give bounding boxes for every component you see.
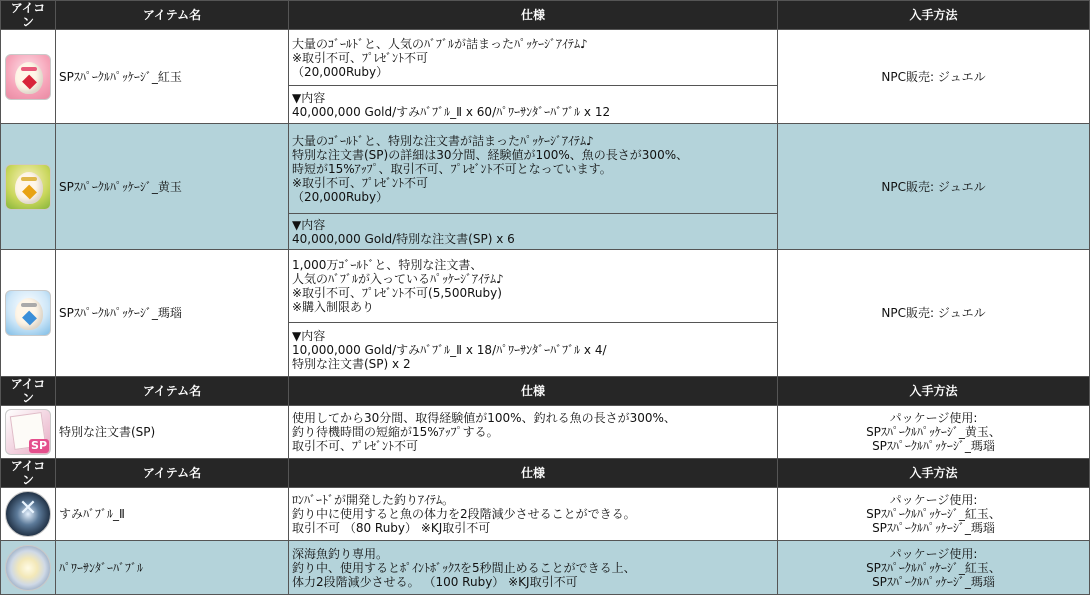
table-row [1,541,1090,595]
header-spec: 仕様 [289,459,778,488]
yellow-gift-bag-icon [5,164,51,210]
item-contents: ▼内容 40,000,000 Gold/すみﾊﾞﾌﾞﾙ_Ⅱ x 60/ﾊﾟﾜｰｻﾝﾀﾞｰﾊﾞﾌﾞﾙ x 12 [289,86,778,124]
header-how-to-get: 入手方法 [778,1,1090,30]
item-name: ﾊﾟﾜｰｻﾝﾀﾞｰﾊﾞﾌﾞﾙ [56,541,289,595]
power-thunder-bubble-icon [5,545,51,591]
header-icon: アイコン [1,377,56,406]
sp-scroll-icon [5,409,51,455]
how-to-get: パッケージ使用: SPｽﾊﾟｰｸﾙﾊﾟｯｹｰｼﾞ_紅玉、 SPｽﾊﾟｰｸﾙﾊﾟｯｹｰｼﾞ_瑪瑙 [778,488,1090,541]
icon-cell [1,30,56,124]
how-to-get: パッケージ使用: SPｽﾊﾟｰｸﾙﾊﾟｯｹｰｼﾞ_紅玉、 SPｽﾊﾟｰｸﾙﾊﾟｯｹｰｼﾞ_瑪瑙 [778,541,1090,595]
how-to-get: NPC販売: ジュエル [778,30,1090,124]
item-name: SPｽﾊﾟｰｸﾙﾊﾟｯｹｰｼﾞ_紅玉 [56,30,289,124]
table-row [1,250,1090,323]
sp-badge: SP [31,439,47,452]
header-item-name: アイテム名 [56,459,289,488]
item-spec: 使用してから30分間、取得経験値が100%、釣れる魚の長さが300%、 釣り待機時間の短縮が15%ｱｯﾌﾟする。 取引不可、ﾌﾟﾚｾﾞﾝﾄ不可 [289,406,778,459]
header-item-name: アイテム名 [56,377,289,406]
item-contents: ▼内容 40,000,000 Gold/特別な注文書(SP) x 6 [289,214,778,250]
item-spec: ﾛﾝﾊﾞｰﾄﾞが開発した釣りｱｲﾃﾑ。 釣り中に使用すると魚の体力を2段階減少させることができる。 取引不可 （80 Ruby） ※KJ取引不可 [289,488,778,541]
header-how-to-get: 入手方法 [778,459,1090,488]
header-item-name: アイテム名 [56,1,289,30]
red-gift-bag-icon [5,54,51,100]
header-spec: 仕様 [289,1,778,30]
table-header-row [1,1,1090,30]
header-icon: アイコン [1,459,56,488]
table-row [1,406,1090,459]
item-name: すみﾊﾞﾌﾞﾙ_Ⅱ [56,488,289,541]
item-name: 特別な注文書(SP) [56,406,289,459]
table-row [1,30,1090,86]
item-name: SPｽﾊﾟｰｸﾙﾊﾟｯｹｰｼﾞ_黄玉 [56,124,289,250]
table-header-row [1,459,1090,488]
sumi-bubble-icon: ✕ [5,491,51,537]
table-row [1,488,1090,541]
how-to-get: NPC販売: ジュエル [778,250,1090,377]
header-how-to-get: 入手方法 [778,377,1090,406]
icon-cell [1,250,56,377]
icon-cell [1,488,56,541]
item-spec: 大量のｺﾞｰﾙﾄﾞと、特別な注文書が詰まったﾊﾟｯｹｰｼﾞｱｲﾃﾑ♪ 特別な注文書(SP)の詳細は30分間、経験値が100%、魚の長さが300%、 時短が15%ｱｯﾌﾟ、取引不可、ﾌﾟﾚｾﾞﾝﾄ不可となっています。 ※取引不可、ﾌﾟﾚｾﾞﾝﾄ不可 （20,000Ruby） [289,124,778,214]
item-contents: ▼内容 10,000,000 Gold/すみﾊﾞﾌﾞﾙ_Ⅱ x 18/ﾊﾟﾜｰｻﾝﾀﾞｰﾊﾞﾌﾞﾙ x 4/ 特別な注文書(SP) x 2 [289,323,778,377]
item-spec: 1,000万ｺﾞｰﾙﾄﾞと、特別な注文書、 人気のﾊﾞﾌﾞﾙが入っているﾊﾟｯｹｰｼﾞｱｲﾃﾑ♪ ※取引不可、ﾌﾟﾚｾﾞﾝﾄ不可(5,500Ruby) ※購入制限あり [289,250,778,323]
table-header-row [1,377,1090,406]
how-to-get: パッケージ使用: SPｽﾊﾟｰｸﾙﾊﾟｯｹｰｼﾞ_黄玉、 SPｽﾊﾟｰｸﾙﾊﾟｯｹｰｼﾞ_瑪瑙 [778,406,1090,459]
table-row [1,124,1090,214]
header-spec: 仕様 [289,377,778,406]
item-name: SPｽﾊﾟｰｸﾙﾊﾟｯｹｰｼﾞ_瑪瑙 [56,250,289,377]
icon-cell [1,541,56,595]
icon-cell [1,124,56,250]
header-icon: アイコン [1,1,56,30]
blue-gift-bag-icon [5,290,51,336]
item-spec: 大量のｺﾞｰﾙﾄﾞと、人気のﾊﾞﾌﾞﾙが詰まったﾊﾟｯｹｰｼﾞｱｲﾃﾑ♪ ※取引不可、ﾌﾟﾚｾﾞﾝﾄ不可 （20,000Ruby） [289,30,778,86]
how-to-get: NPC販売: ジュエル [778,124,1090,250]
item-spec: 深海魚釣り専用。 釣り中、使用するとﾎﾟｲﾝﾄﾎﾞｯｸｽを5秒間止めることができる上、 体力2段階減少させる。 （100 Ruby） ※KJ取引不可 [289,541,778,595]
icon-cell [1,406,56,459]
